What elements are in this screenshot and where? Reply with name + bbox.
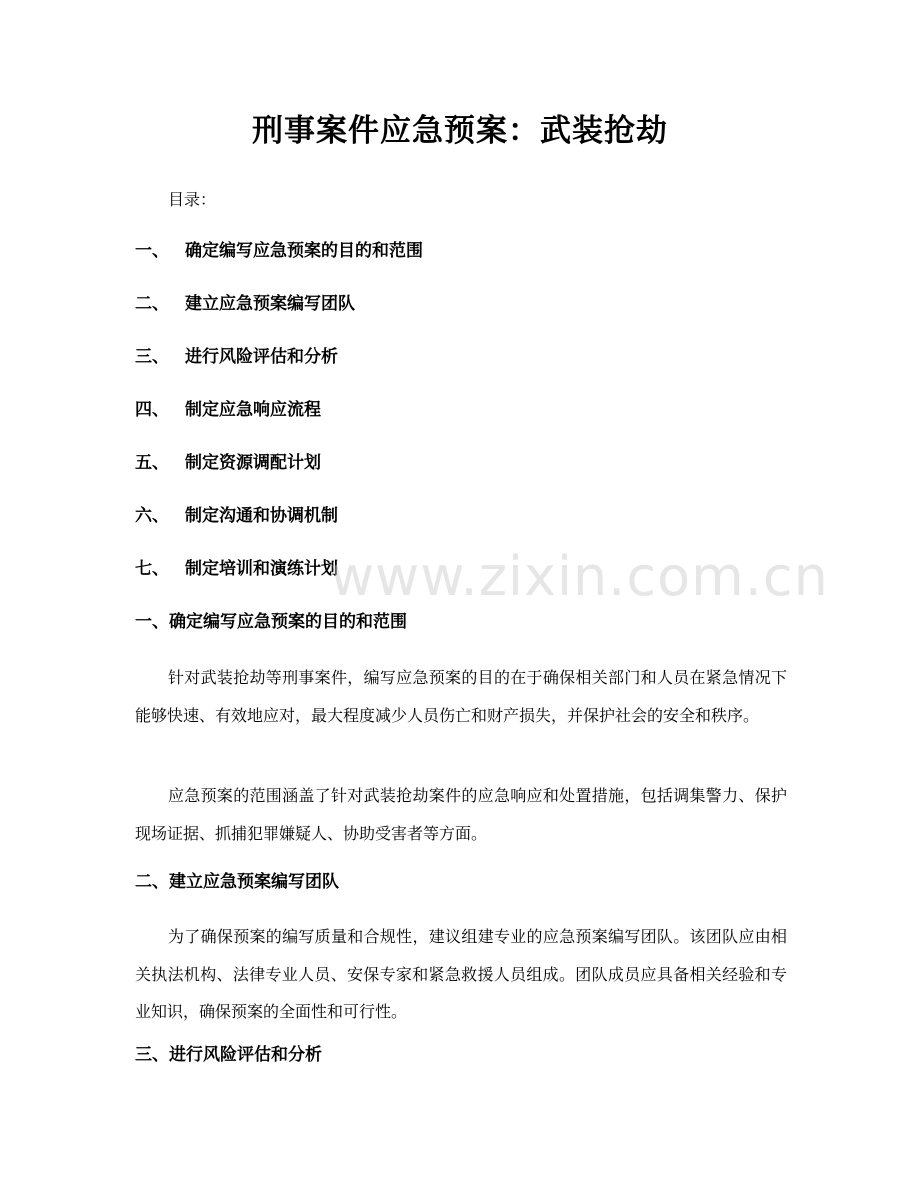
toc-item-number: 七、 <box>135 559 169 579</box>
watermark-text: www.zixin.com.cn <box>330 545 829 608</box>
toc-item-number: 四、 <box>135 400 169 420</box>
toc-label: 目录： <box>168 190 217 209</box>
toc-item[interactable] <box>135 450 321 476</box>
toc-item[interactable] <box>135 238 423 264</box>
document-title: 刑事案件应急预案：武装抢劫 <box>252 113 668 149</box>
toc-item-number: 六、 <box>135 506 169 526</box>
toc-item-text: 进行风险评估和分析 <box>185 347 338 367</box>
toc-item[interactable] <box>135 503 338 529</box>
toc-item-text: 建立应急预案编写团队 <box>185 294 355 314</box>
toc-item[interactable] <box>135 397 321 423</box>
body-paragraph: 为了确保预案的编写质量和合规性，建议组建专业的应急预案编写团队。该团队应由相关执法机构、法律专业人员、安保专家和紧急救援人员组成。团队成员应具备相关经验和专业知识，确保预案的全面性和可行性。 <box>135 927 787 1021</box>
toc-item-number: 三、 <box>135 347 169 367</box>
toc-item-number: 五、 <box>135 453 169 473</box>
toc-item-text: 制定沟通和协调机制 <box>185 506 338 526</box>
body-paragraph: 应急预案的范围涵盖了针对武装抢劫案件的应急响应和处置措施，包括调集警力、保护现场证据、抓捕犯罪嫌疑人、协助受害者等方面。 <box>135 786 787 843</box>
toc-item-text: 制定应急响应流程 <box>185 400 321 420</box>
section-heading: 三、进行风险评估和分析 <box>135 1045 322 1065</box>
toc-item-number: 二、 <box>135 294 169 314</box>
toc-item-number: 一、 <box>135 241 169 261</box>
body-paragraph: 针对武装抢劫等刑事案件，编写应急预案的目的在于确保相关部门和人员在紧急情况下能够快速、有效地应对，最大程度减少人员伤亡和财产损失，并保护社会的安全和秩序。 <box>135 668 787 725</box>
toc-item[interactable] <box>135 556 338 582</box>
toc-item[interactable] <box>135 291 355 317</box>
section-heading: 一、确定编写应急预案的目的和范围 <box>135 612 407 632</box>
toc-item-text: 确定编写应急预案的目的和范围 <box>185 241 423 261</box>
toc-item[interactable] <box>135 344 338 370</box>
toc-item-text: 制定资源调配计划 <box>185 453 321 473</box>
toc-item-text: 制定培训和演练计划 <box>185 559 338 579</box>
section-heading: 二、建立应急预案编写团队 <box>135 872 339 892</box>
